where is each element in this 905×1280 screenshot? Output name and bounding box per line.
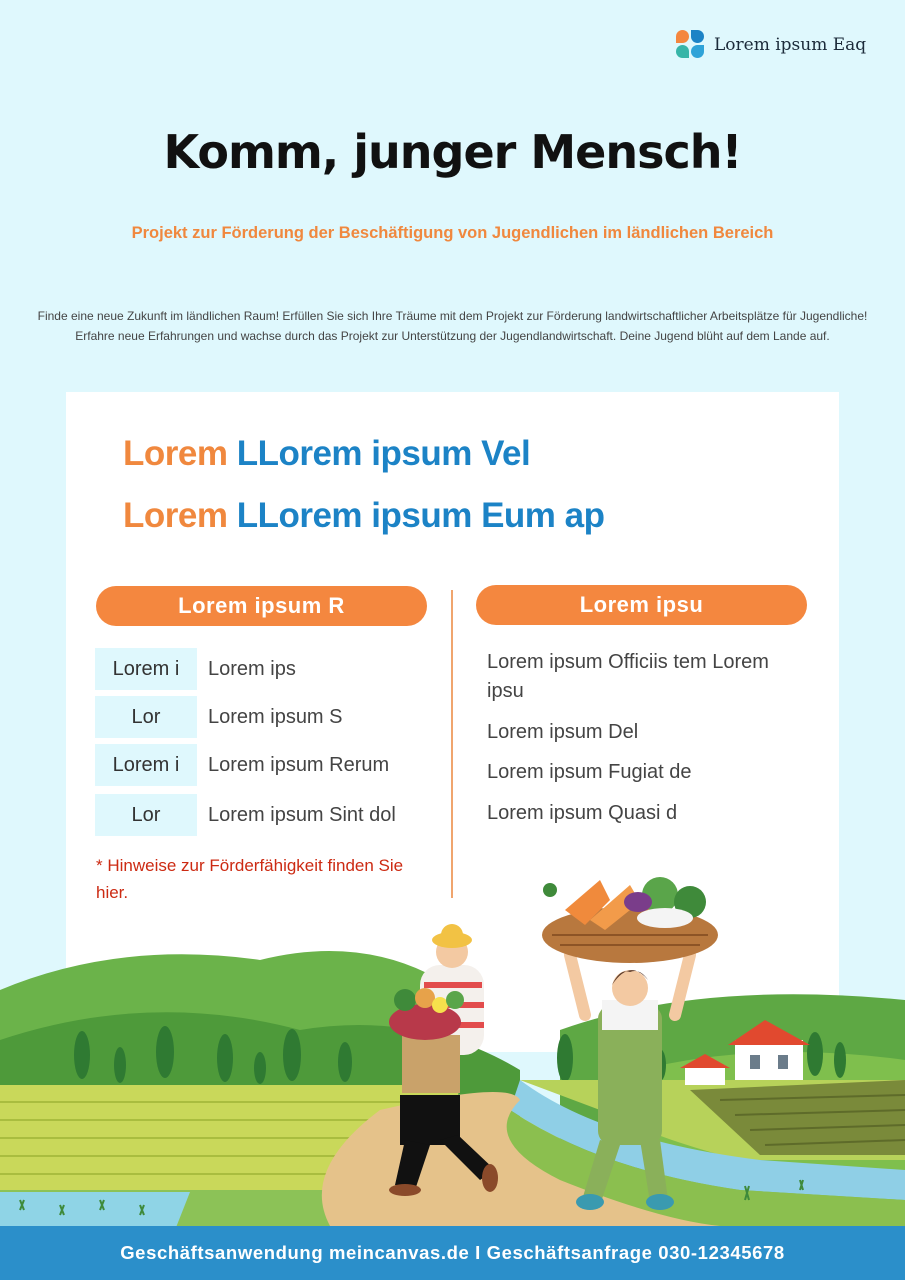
- headline-blue: LLorem ipsum Vel: [236, 434, 531, 473]
- list-item: Lorem ipsum Quasi d: [487, 802, 678, 824]
- list-item: Lorem ipsum Officiis tem Lorem ipsu: [487, 651, 769, 702]
- row-tag: Lorem i: [95, 648, 197, 690]
- row-tag: Lor: [95, 696, 197, 738]
- row-tag: Lorem i: [95, 744, 197, 786]
- right-column-heading: Lorem ipsu: [476, 585, 807, 625]
- list-item: Lorem ipsum Del: [487, 721, 639, 743]
- intro-text: [0, 306, 905, 346]
- farmers-carrying-vegetable-baskets-illustration: [0, 840, 905, 1280]
- list-item: [95, 696, 343, 738]
- intro-line: Erfahre neue Erfahrungen und wachse durch das Projekt zur Unterstützung der Jugendlandwirtschaft. Deine Jugend blüht auf dem Lande auf.: [75, 329, 830, 343]
- headline-1: [123, 434, 530, 474]
- row-tag: Lor: [95, 794, 197, 836]
- footer-contact: Geschäftsanwendung meincanvas.de I Geschäftsanfrage 030-12345678: [0, 1226, 905, 1280]
- row-value: Lorem ipsum S: [208, 705, 343, 728]
- headline-blue: LLorem ipsum Eum ap: [236, 496, 605, 535]
- row-value: Lorem ipsum Sint dol: [208, 803, 396, 826]
- headline-2: [123, 496, 604, 536]
- left-column-heading: Lorem ipsum R: [96, 586, 427, 626]
- eligibility-note-link[interactable]: * Hinweise zur Förderfähigkeit finden Sie hier.: [96, 856, 404, 902]
- list-item: [95, 794, 396, 836]
- headline-orange: Lorem: [123, 434, 228, 473]
- page-title: Komm, junger Mensch!: [163, 125, 742, 179]
- list-item: [95, 744, 389, 786]
- intro-line: Finde eine neue Zukunft im ländlichen Raum! Erfüllen Sie sich Ihre Träume mit dem Projekt zur Förderung landwirtschaftlicher Arbeitsplätze für Jugendliche!: [37, 309, 868, 323]
- headline-orange: Lorem: [123, 496, 228, 535]
- brand-name: Lorem ipsum Eaq: [714, 35, 867, 55]
- row-value: Lorem ips: [208, 657, 296, 680]
- brand-logo: [676, 30, 866, 60]
- list-item: [95, 648, 296, 690]
- row-value: Lorem ipsum Rerum: [208, 753, 390, 776]
- list-item: Lorem ipsum Fugiat de: [487, 761, 692, 783]
- page-subtitle: Projekt zur Förderung der Beschäftigung von Jugendlichen im ländlichen Bereich: [131, 224, 774, 242]
- four-petal-logo-icon: [676, 30, 706, 60]
